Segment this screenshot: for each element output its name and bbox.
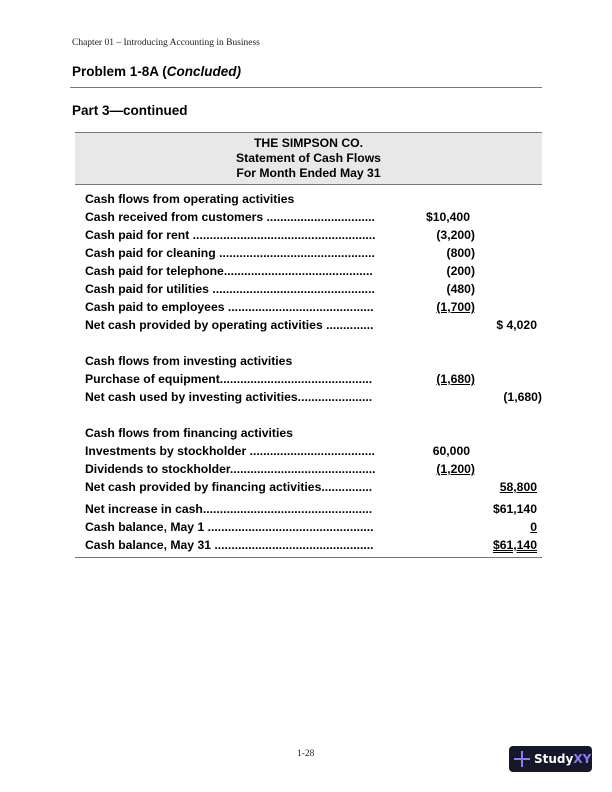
row-label: Cash paid for utilities ................................................ — [85, 282, 375, 296]
row-amount: (480) — [446, 282, 475, 296]
row-label: Net cash used by investing activities...................... — [85, 390, 373, 404]
row-label: Cash paid for telephone............................................ — [85, 264, 373, 278]
table-row — [75, 442, 542, 460]
divider — [70, 87, 542, 88]
row-amount: (800) — [446, 246, 475, 260]
row-total: $61,140 — [492, 502, 537, 516]
row-label: Net cash provided by financing activities............... — [85, 480, 373, 494]
row-amount: (1,680) — [436, 372, 475, 386]
row-total: 58,800 — [499, 480, 537, 494]
badge-accent: XY — [573, 752, 592, 766]
statement-header — [75, 132, 542, 185]
row-total: $ 4,020 — [496, 318, 537, 332]
studyxy-badge[interactable] — [509, 746, 592, 772]
row-label: Investments by stockholder ..................................... — [85, 444, 375, 458]
row-amount: 60,000 — [432, 444, 470, 458]
row-total: (1,680) — [503, 390, 542, 404]
page-number: 1-28 — [297, 749, 315, 759]
row-total: 0 — [530, 520, 537, 534]
section-heading-operating — [75, 190, 542, 208]
row-label: Cash balance, May 31 ............................................... — [85, 538, 374, 552]
summary-row — [75, 536, 542, 554]
summary-row — [75, 518, 542, 536]
plus-icon — [514, 751, 530, 767]
row-amount: $10,400 — [425, 210, 470, 224]
row-label: Net cash provided by operating activities .............. — [85, 318, 374, 332]
table-row — [75, 226, 542, 244]
row-label: Cash paid for cleaning .............................................. — [85, 246, 375, 260]
row-amount: (3,200) — [436, 228, 475, 242]
subtotal-row — [75, 478, 542, 496]
section-heading-investing — [75, 352, 542, 370]
chapter-header: Chapter 01 – Introducing Accounting in Business — [72, 38, 260, 48]
row-label: Cash paid to employees ........................................... — [85, 300, 374, 314]
problem-title — [72, 64, 241, 79]
row-label: Dividends to stockholder........................................... — [85, 462, 376, 476]
row-amount: (1,200) — [436, 462, 475, 476]
subtotal-row — [75, 388, 542, 406]
section-heading: Cash flows from operating activities — [85, 192, 295, 206]
row-label: Purchase of equipment............................................. — [85, 372, 373, 386]
row-label: Cash received from customers ................................ — [85, 210, 375, 224]
row-label: Cash balance, May 1 ................................................. — [85, 520, 374, 534]
company-name: THE SIMPSON CO. — [253, 136, 364, 150]
row-amount: (200) — [446, 264, 475, 278]
row-total: $61,140 — [492, 538, 537, 552]
table-row — [75, 244, 542, 262]
summary-row — [75, 500, 542, 518]
problem-title-text: Problem 1-8A ( — [72, 64, 167, 79]
section-heading: Cash flows from financing activities — [85, 426, 293, 440]
section-heading: Cash flows from investing activities — [85, 354, 293, 368]
statement-period: For Month Ended May 31 — [236, 166, 381, 180]
table-row — [75, 298, 542, 316]
subtotal-row — [75, 316, 542, 334]
table-row — [75, 280, 542, 298]
table-row — [75, 370, 542, 388]
statement-title: Statement of Cash Flows — [236, 151, 381, 165]
row-label: Cash paid for rent ...................................................... — [85, 228, 376, 242]
row-amount: (1,700) — [436, 300, 475, 314]
divider — [75, 557, 542, 558]
row-label: Net increase in cash.................................................. — [85, 502, 373, 516]
section-heading-financing — [75, 424, 542, 442]
cash-flow-statement — [75, 132, 542, 558]
part-heading: Part 3—continued — [72, 103, 188, 118]
badge-text: Study — [534, 752, 574, 766]
table-row — [75, 208, 542, 226]
table-row — [75, 460, 542, 478]
table-row — [75, 262, 542, 280]
problem-title-italic: Concluded) — [166, 64, 242, 79]
